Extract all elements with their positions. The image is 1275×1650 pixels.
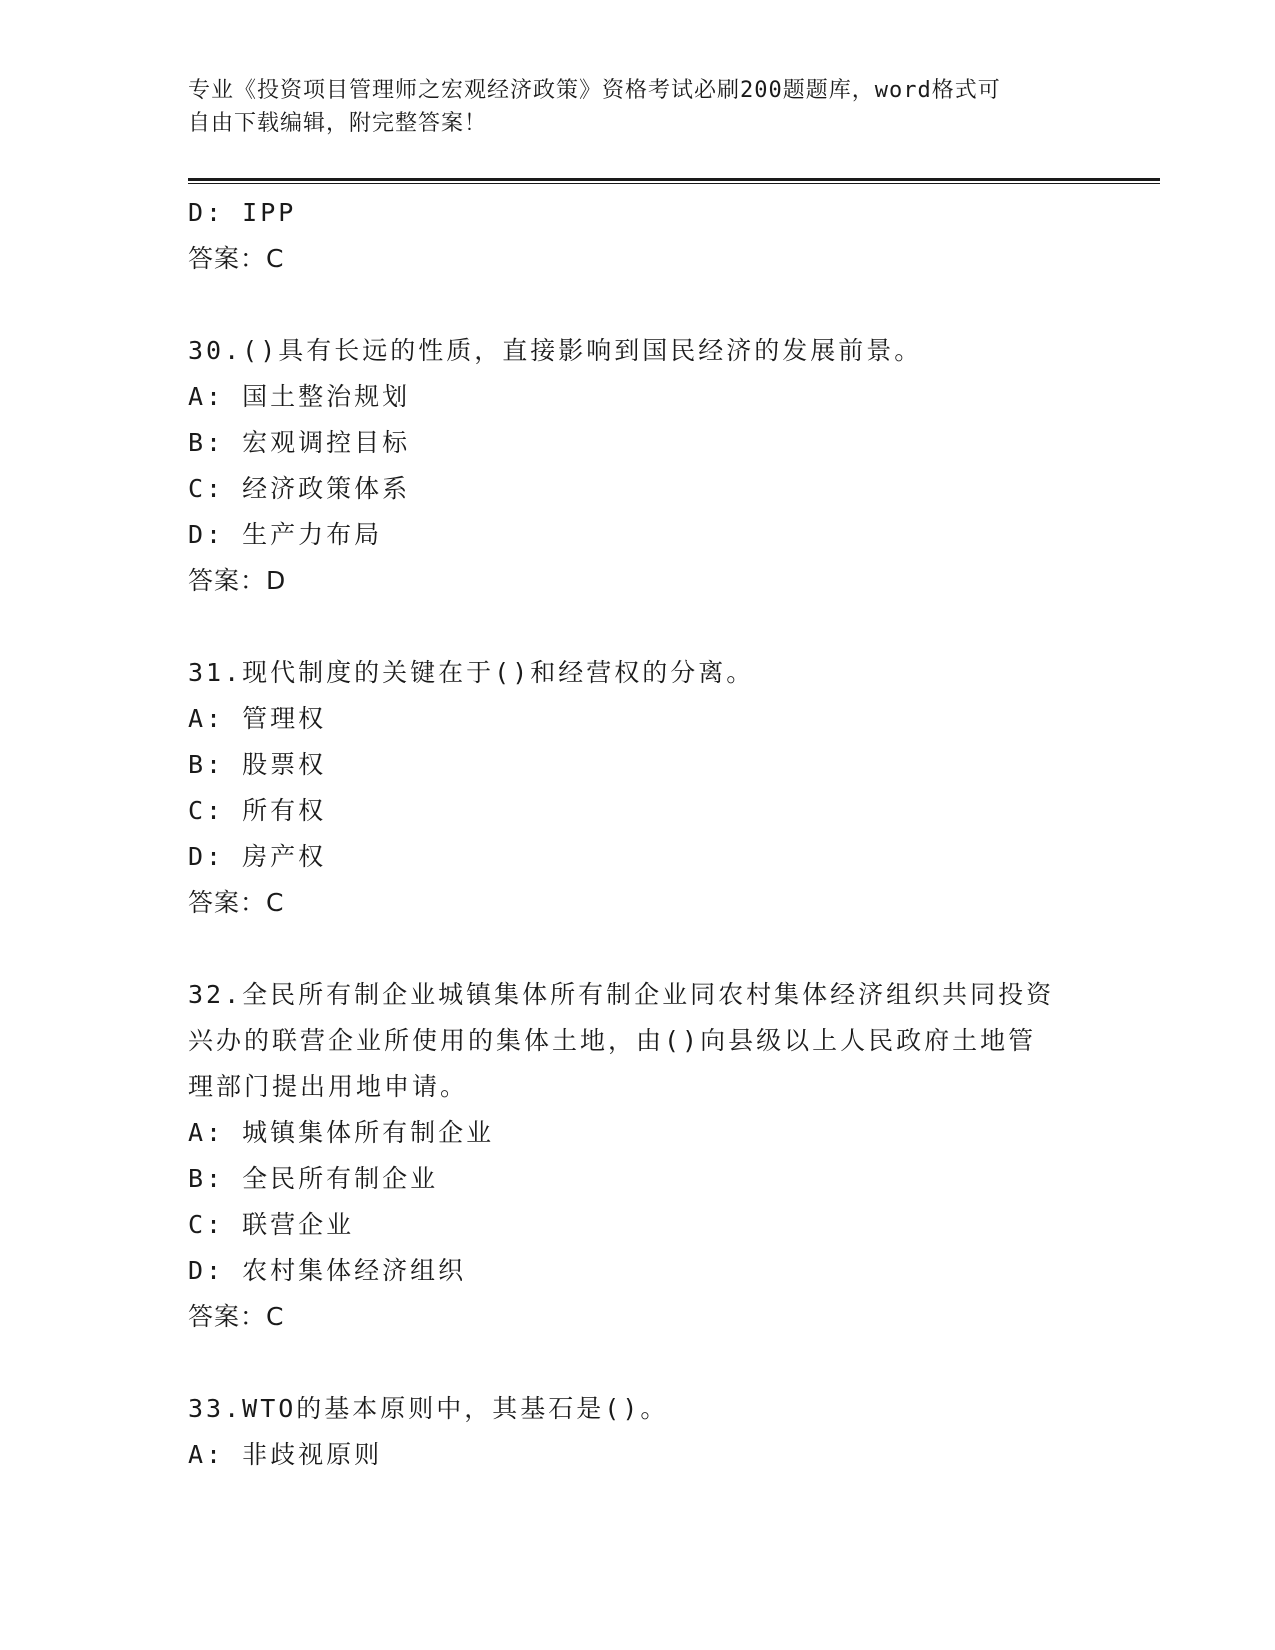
option-d: D: 农村集体经济组织 <box>188 1256 467 1285</box>
question-31 <box>188 650 1088 926</box>
header-divider-thin <box>188 183 1160 184</box>
question-33 <box>188 1386 1088 1478</box>
spacer <box>188 926 1088 972</box>
question-list <box>188 190 1088 1478</box>
header-line-1: 专业《投资项目管理师之宏观经济政策》资格考试必刷200题题库，word格式可 <box>188 78 1001 103</box>
option-a: A: 国土整治规划 <box>188 382 411 411</box>
question-text-line-3: 理部门提出用地申请。 <box>188 1072 469 1101</box>
question-text: 30.()具有长远的性质，直接影响到国民经济的发展前景。 <box>188 336 923 365</box>
option-a: A: 城镇集体所有制企业 <box>188 1118 495 1147</box>
option-b: B: 全民所有制企业 <box>188 1164 439 1193</box>
option-d: D: IPP <box>188 198 297 227</box>
spacer <box>188 1340 1088 1386</box>
answer-line: 答案：D <box>188 566 287 595</box>
question-text: 33.WTO的基本原则中，其基石是()。 <box>188 1394 669 1423</box>
option-d: D: 生产力布局 <box>188 520 383 549</box>
option-d: D: 房产权 <box>188 842 327 871</box>
header-divider-thick <box>188 178 1160 181</box>
option-c: C: 经济政策体系 <box>188 474 411 503</box>
answer-line: 答案：C <box>188 1302 285 1331</box>
header-line-2: 自由下载编辑，附完整答案！ <box>188 111 488 136</box>
option-c: C: 联营企业 <box>188 1210 355 1239</box>
question-32 <box>188 972 1088 1340</box>
option-a: A: 管理权 <box>188 704 327 733</box>
option-c: C: 所有权 <box>188 796 327 825</box>
previous-question-tail <box>188 190 1088 282</box>
spacer <box>188 604 1088 650</box>
question-text: 31.现代制度的关键在于()和经营权的分离。 <box>188 658 755 687</box>
option-a: A: 非歧视原则 <box>188 1440 383 1469</box>
answer-line: 答案：C <box>188 888 285 917</box>
question-text-line-2: 兴办的联营企业所使用的集体土地，由()向县级以上人民政府土地管 <box>188 1026 1037 1055</box>
answer-line: 答案：C <box>188 244 285 273</box>
spacer <box>188 282 1088 328</box>
question-30 <box>188 328 1088 604</box>
document-header <box>188 74 1088 140</box>
option-b: B: 宏观调控目标 <box>188 428 411 457</box>
question-text-line-1: 32.全民所有制企业城镇集体所有制企业同农村集体经济组织共同投资 <box>188 980 1055 1009</box>
option-b: B: 股票权 <box>188 750 327 779</box>
